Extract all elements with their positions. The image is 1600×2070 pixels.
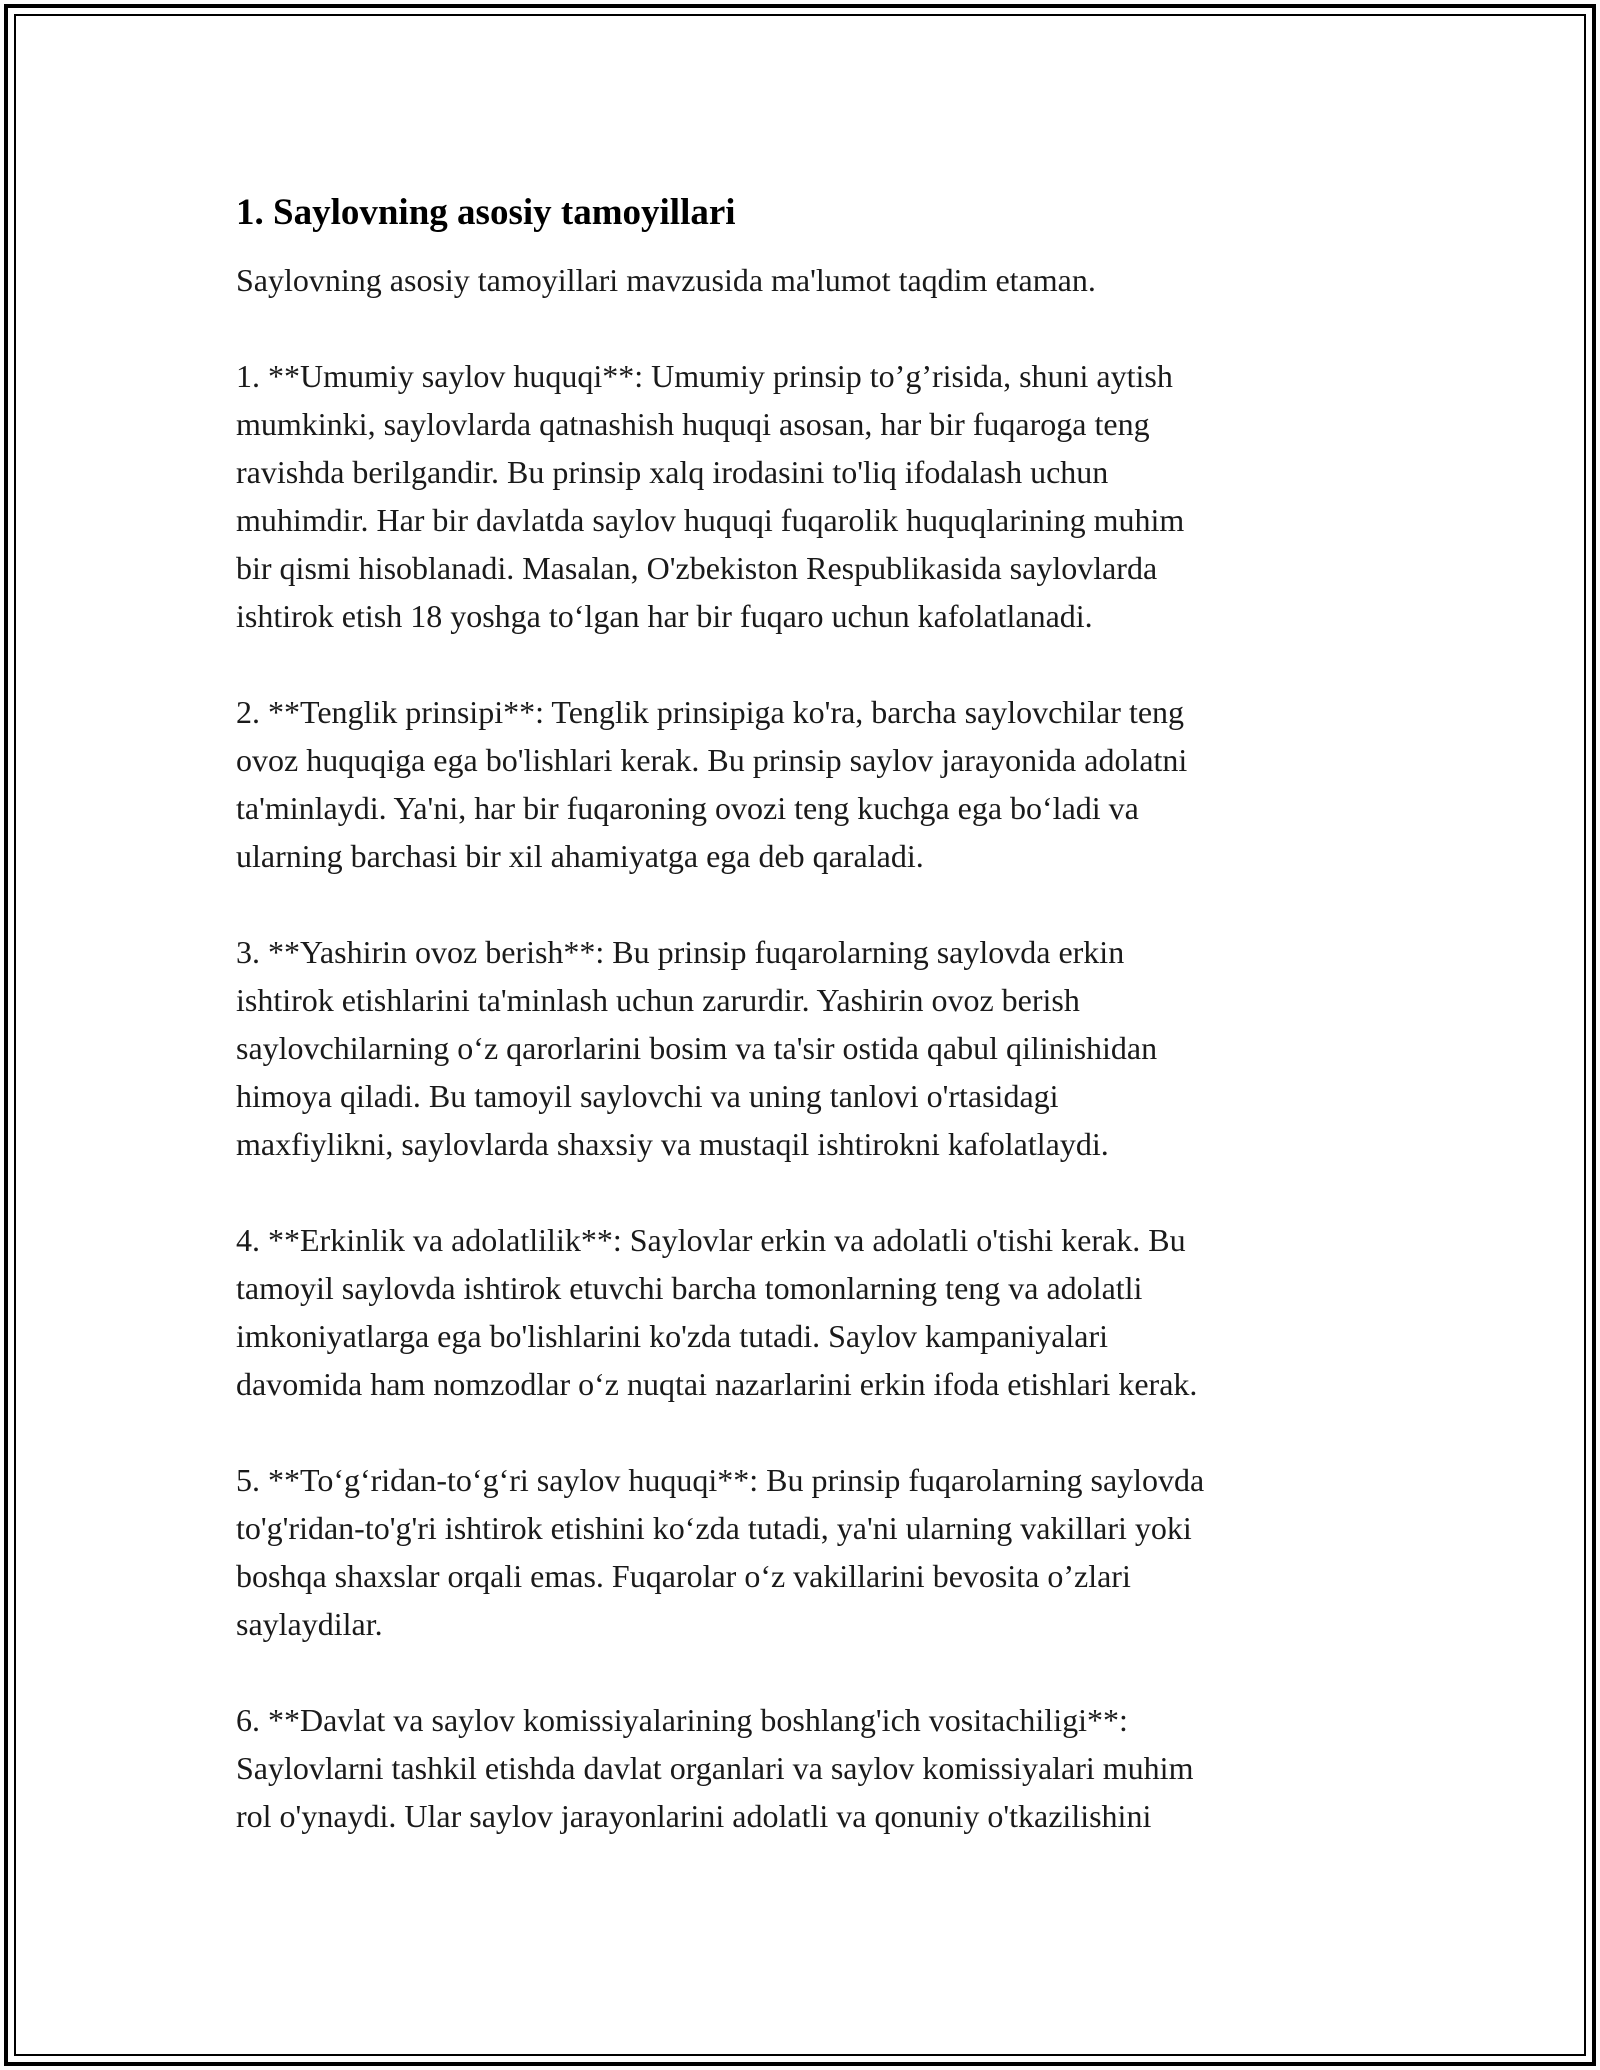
text-line: ravishda berilgandir. Bu prinsip xalq irodasini to'liq ifodalash uchun [236, 454, 1109, 490]
paragraph-freedom-fairness [236, 1216, 1366, 1408]
text-line: rol o'ynaydi. Ular saylov jarayonlarini adolatli va qonuniy o'tkazilishini [236, 1798, 1152, 1834]
text-line: saylaydilar. [236, 1606, 383, 1642]
section-heading: 1. Saylovning asosiy tamoyillari [236, 192, 736, 233]
text-line: 1. **Umumiy saylov huquqi**: Umumiy prinsip to’g’risida, shuni aytish [236, 358, 1173, 394]
text-line: Saylovlarni tashkil etishda davlat organlari va saylov komissiyalari muhim [236, 1750, 1194, 1786]
text-line: maxfiylikni, saylovlarda shaxsiy va mustaqil ishtirokni kafolatlaydi. [236, 1126, 1109, 1162]
text-line: 2. **Tenglik prinsipi**: Tenglik prinsipiga ko'ra, barcha saylovchilar teng [236, 694, 1185, 730]
text-line: 4. **Erkinlik va adolatlilik**: Saylovlar erkin va adolatli o'tishi kerak. Bu [236, 1222, 1186, 1258]
intro-paragraph: Saylovning asosiy tamoyillari mavzusida ma'lumot taqdim etaman. [236, 262, 1096, 298]
text-line: himoya qiladi. Bu tamoyil saylovchi va uning tanlovi o'rtasidagi [236, 1078, 1059, 1114]
text-line: ishtirok etishlarini ta'minlash uchun zarurdir. Yashirin ovoz berish [236, 982, 1080, 1018]
text-line: 5. **To‘g‘ridan-to‘g‘ri saylov huquqi**: Bu prinsip fuqarolarning saylovda [236, 1462, 1205, 1498]
text-line: ta'minlaydi. Ya'ni, har bir fuqaroning ovozi teng kuchga ega bo‘ladi va [236, 790, 1139, 826]
paragraph-equality [236, 688, 1366, 880]
paragraph-secret-ballot [236, 928, 1366, 1168]
text-line: to'g'ridan-to'g'ri ishtirok etishini ko‘zda tutadi, ya'ni ularning vakillari yoki [236, 1510, 1192, 1546]
text-line: davomida ham nomzodlar o‘z nuqtai nazarlarini erkin ifoda etishlari kerak. [236, 1366, 1198, 1402]
paragraph-direct-suffrage [236, 1456, 1366, 1648]
text-line: muhimdir. Har bir davlatda saylov huquqi fuqarolik huquqlarining muhim [236, 502, 1185, 538]
paragraph-universal-suffrage [236, 352, 1366, 640]
text-line: tamoyil saylovda ishtirok etuvchi barcha tomonlarning teng va adolatli [236, 1270, 1143, 1306]
text-line: 3. **Yashirin ovoz berish**: Bu prinsip fuqarolarning saylovda erkin [236, 934, 1125, 970]
document-body [236, 188, 1366, 1840]
text-line: imkoniyatlarga ega bo'lishlarini ko'zda tutadi. Saylov kampaniyalari [236, 1318, 1109, 1354]
text-line: ishtirok etish 18 yoshga to‘lgan har bir fuqaro uchun kafolatlanadi. [236, 598, 1093, 634]
paragraph-election-commissions [236, 1696, 1366, 1840]
text-line: boshqa shaxslar orqali emas. Fuqarolar o‘z vakillarini bevosita o’zlari [236, 1558, 1131, 1594]
text-line: 6. **Davlat va saylov komissiyalarining boshlang'ich vositachiligi**: [236, 1702, 1128, 1738]
text-line: ovoz huquqiga ega bo'lishlari kerak. Bu prinsip saylov jarayonida adolatni [236, 742, 1188, 778]
text-line: bir qismi hisoblanadi. Masalan, O'zbekiston Respublikasida saylovlarda [236, 550, 1158, 586]
text-line: ularning barchasi bir xil ahamiyatga ega deb qaraladi. [236, 838, 924, 874]
text-line: saylovchilarning o‘z qarorlarini bosim va ta'sir ostida qabul qilinishidan [236, 1030, 1158, 1066]
text-line: mumkinki, saylovlarda qatnashish huquqi asosan, har bir fuqaroga teng [236, 406, 1150, 442]
